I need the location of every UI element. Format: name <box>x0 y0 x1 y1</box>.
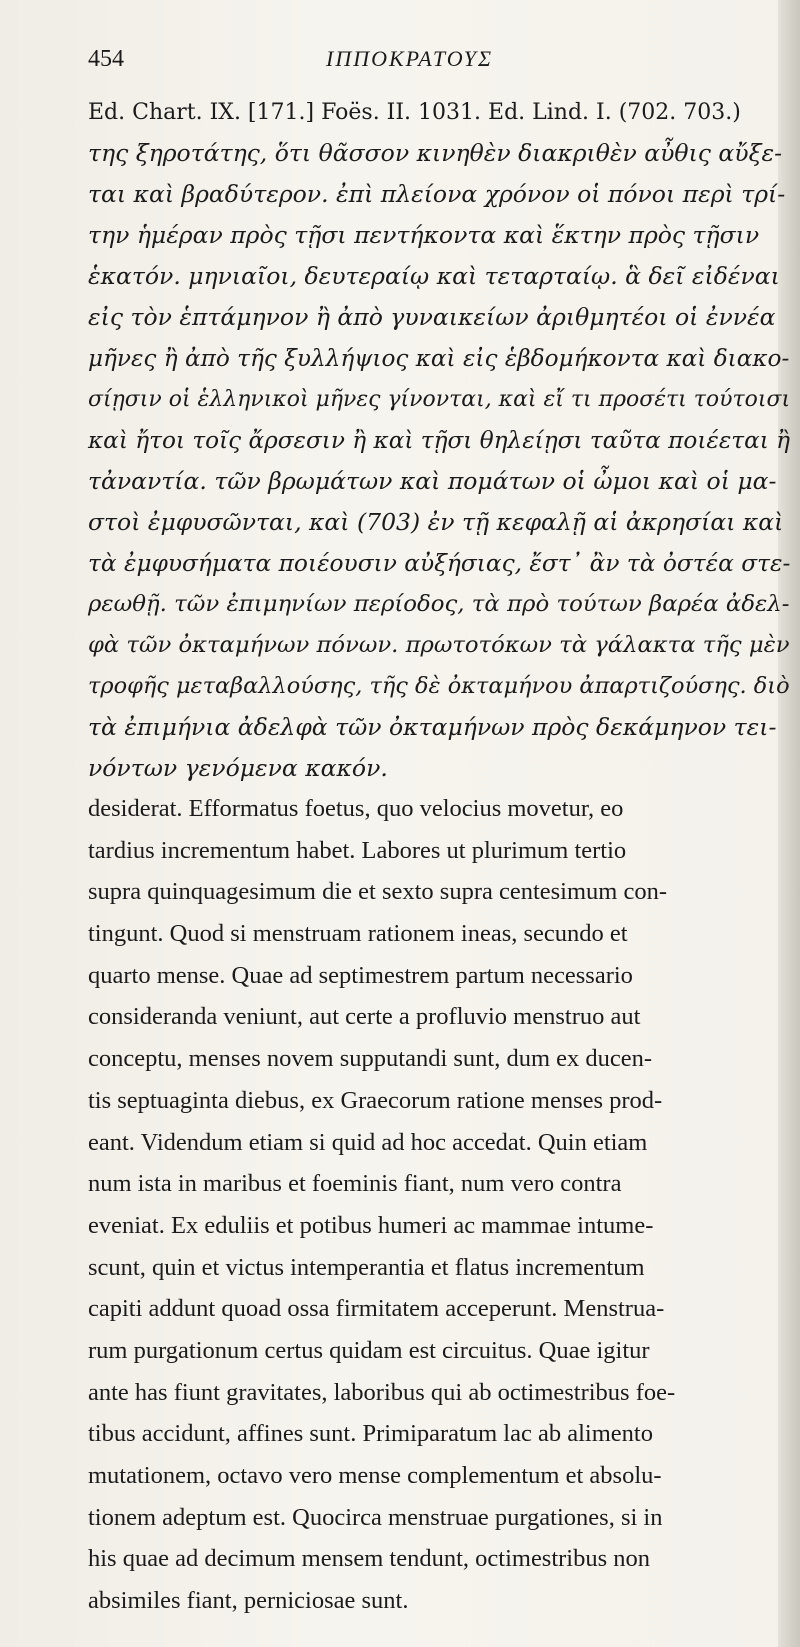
latin-line: mutationem, octavo vero mense complementum et absolu- <box>88 1462 662 1489</box>
greek-line: νόντων γενόμενα κακόν. <box>88 754 388 782</box>
greek-line: ρεωθῇ. τῶν ἐπιμηνίων περίοδος, τὰ πρὸ τούτων βαρέα ἀδελ- <box>88 591 790 617</box>
latin-line: rum purgationum certus quidam est circuitus. Quae igitur <box>88 1336 650 1364</box>
latin-line: conceptu, menses novem supputandi sunt, dum ex ducen- <box>88 1045 653 1073</box>
greek-line: φὰ τῶν ὀκταμήνων πόνων. πρωτοτόκων τὰ γάλακτα τῆς μὲν <box>88 632 790 658</box>
greek-line: ται καὶ βραδύτερον. ἐπὶ πλείονα χρόνον οἱ πόνοι περὶ τρί- <box>88 180 786 208</box>
page-header <box>88 42 758 82</box>
greek-line: στοὶ ἐμφυσῶνται, καὶ (703) ἐν τῇ κεφαλῇ αἱ ἀκρησίαι καὶ <box>88 508 784 536</box>
latin-line: tingunt. Quod si menstruam rationem ineas, secundo et <box>88 920 628 948</box>
greek-text-block <box>88 92 791 789</box>
greek-line: εἰς τὸν ἑπτάμηνον ἢ ἀπὸ γυναικείων ἀριθμητέοι οἱ ἐννέα <box>88 303 776 331</box>
latin-line: absimiles fiant, perniciosae sunt. <box>88 1587 409 1615</box>
latin-text-block <box>88 788 788 1622</box>
latin-line: scunt, quin et victus intemperantia et flatus incrementum <box>88 1253 645 1281</box>
latin-line: tionem adeptum est. Quocirca menstruae purgationes, si in <box>88 1503 663 1531</box>
latin-line: ante has fiunt gravitates, laboribus qui ab octimestribus foe- <box>88 1378 676 1406</box>
latin-line: num ista in maribus et foeminis fiant, num vero contra <box>88 1170 622 1198</box>
edition-reference-line: Ed. Chart. IX. [171.] Foës. II. 1031. Ed. Lind. I. (702. 703.) <box>88 100 741 125</box>
latin-line: quarto mense. Quae ad septimestrem partum necessario <box>88 961 633 989</box>
greek-line: τἀναντία. τῶν βρωμάτων καὶ πομάτων οἱ ὦμοι καὶ οἱ μα- <box>88 467 777 495</box>
page-number: 454 <box>88 46 124 72</box>
latin-line: tibus accidunt, affines sunt. Primiparatum lac ab alimento <box>88 1420 653 1448</box>
greek-line: τὰ ἐμφυσήματα ποιέουσιν αὐξήσιας, ἔστ᾽ ἂν τὰ ὀστέα στε- <box>88 550 791 577</box>
latin-line: capiti addunt quoad ossa firmitatem acceperunt. Menstrua- <box>88 1295 665 1323</box>
greek-line: την ἡμέραν πρὸς τῇσι πεντήκοντα καὶ ἕκτην πρὸς τῇσιν <box>88 221 760 249</box>
latin-line: his quae ad decimum mensem tendunt, octimestribus non <box>88 1545 651 1573</box>
greek-line: της ξηροτάτης, ὅτι θᾶσσον κινηθὲν διακριθὲν αὖθις αὔξε- <box>88 139 783 167</box>
greek-line: καὶ ἤτοι τοῖς ἄρσεσιν ἢ καὶ τῇσι θηλείῃσι ταῦτα ποιέεται ἢ <box>88 427 791 454</box>
latin-line: tardius incrementum habet. Labores ut plurimum tertio <box>88 836 627 864</box>
greek-line: μῆνες ἢ ἀπὸ τῆς ξυλλήψιος καὶ εἰς ἑβδομήκοντα καὶ διακο- <box>88 345 790 372</box>
latin-line: eant. Videndum etiam si quid ad hoc accedat. Quin etiam <box>88 1128 648 1156</box>
latin-line: desiderat. Efformatus foetus, quo velocius movetur, eo <box>88 795 624 822</box>
latin-line: eveniat. Ex eduliis et potibus humeri ac mammae intume- <box>88 1211 654 1239</box>
greek-line: ἑκατόν. μηνιαῖοι, δευτεραίῳ καὶ τεταρταίῳ. ἃ δεῖ εἰδέναι <box>88 262 780 290</box>
running-head: ΙΠΠΟΚΡΑΤΟΥΣ <box>326 46 494 71</box>
greek-line: τροφῆς μεταβαλλούσης, τῆς δὲ ὀκταμήνου ἀπαρτιζούσης. διὸ <box>88 673 790 699</box>
latin-line: consideranda veniunt, aut certe a profluvio menstruo aut <box>88 1003 641 1031</box>
greek-line: τὰ ἐπιμήνια ἀδελφὰ τῶν ὀκταμήνων πρὸς δεκάμηνον τει- <box>88 713 777 741</box>
latin-line: supra quinquagesimum die et sexto supra centesimum con- <box>88 878 668 906</box>
latin-line: tis septuaginta diebus, ex Graecorum ratione menses prod- <box>88 1086 663 1114</box>
greek-line: σίῃσιν οἱ ἑλληνικοὶ μῆνες γίνονται, καὶ εἴ τι προσέτι τούτοισι <box>88 387 791 412</box>
